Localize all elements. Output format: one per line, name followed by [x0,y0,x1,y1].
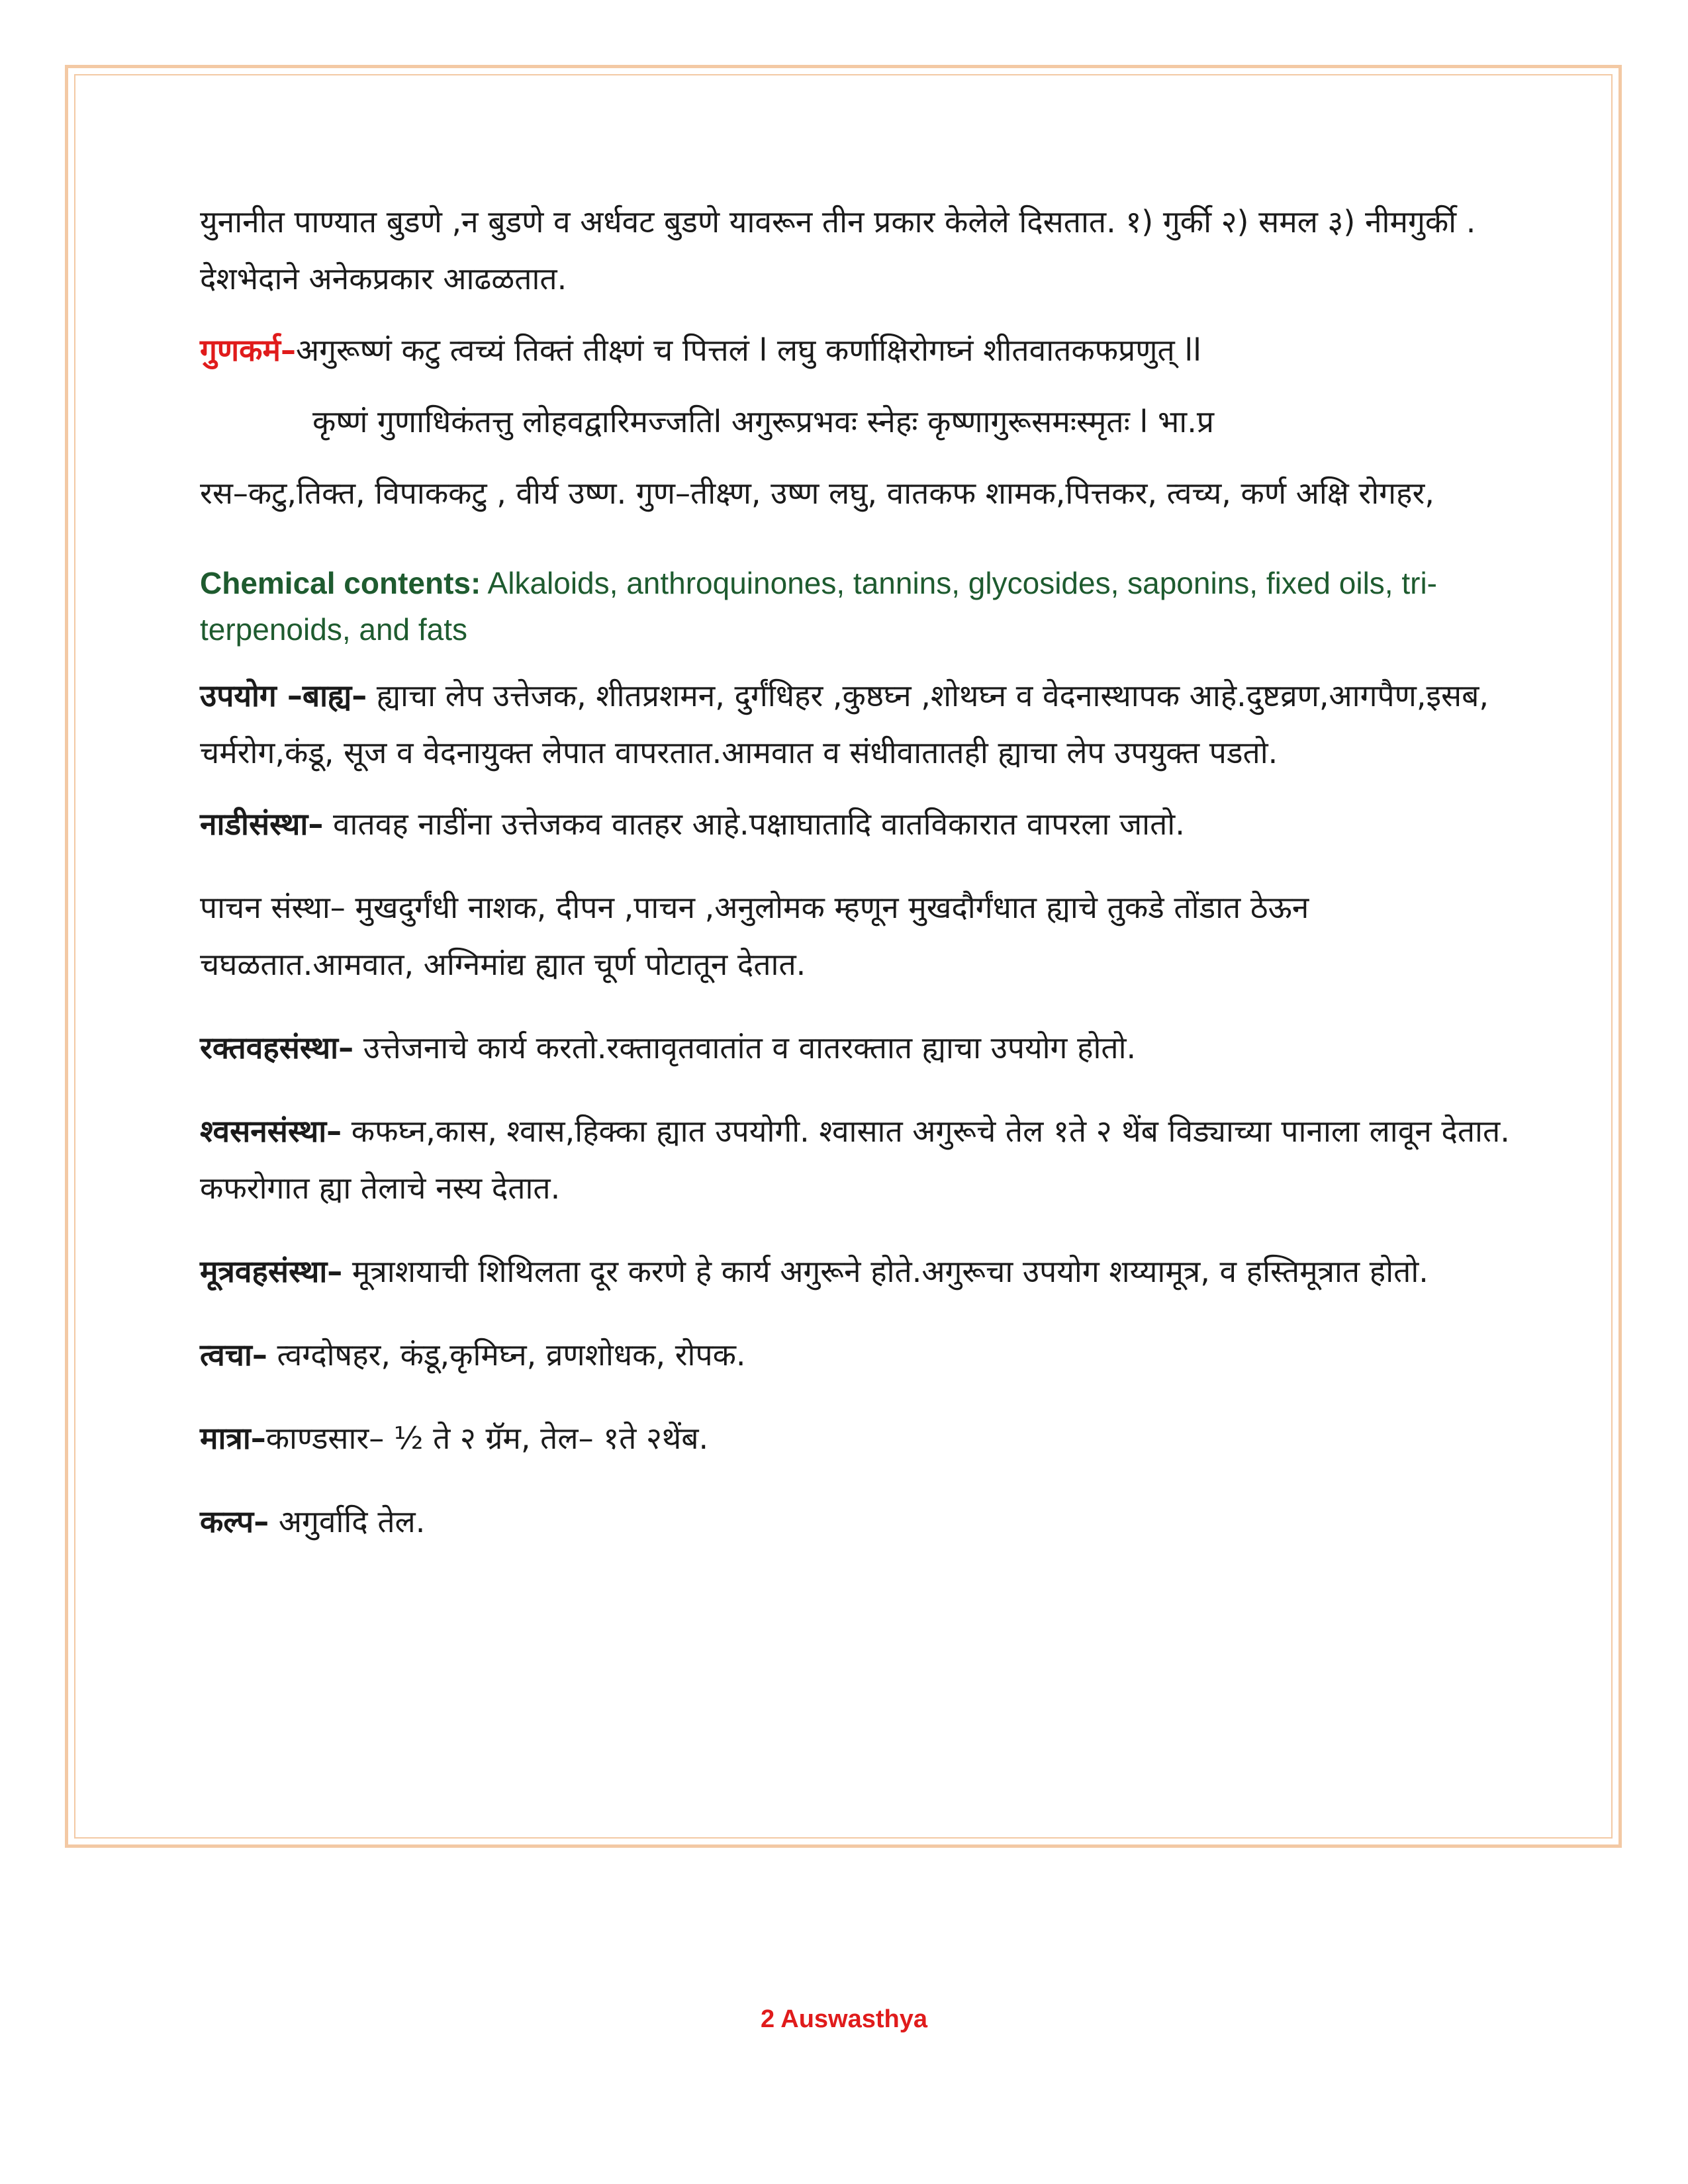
section-label: कल्प– [200,1504,269,1539]
section-tvacha [200,1326,1517,1383]
section-nadisanstha [200,796,1517,852]
section-matra [200,1410,1517,1467]
section-text: काण्डसार– ½ ते २ ग्रॅम, तेल– १ते २थेंब. [265,1420,709,1456]
section-label: मूत्रवहसंस्था– [200,1253,343,1289]
section-text: उत्तेजनाचे कार्य करतो.रक्तावृतवातांत व वातरक्तात ह्याचा उपयोग होतो. [353,1030,1137,1066]
section-upayog [200,667,1517,781]
gunakarma-label: गुणकर्म– [200,332,296,368]
section-label: त्वचा– [200,1337,267,1373]
section-label: रक्तवहसंस्था– [200,1030,354,1066]
chemical-contents [200,560,1517,653]
section-shvasanasanstha [200,1103,1517,1216]
section-raktavahasanstha [200,1019,1517,1076]
section-pachan-sanstha [200,879,1517,993]
section-text: त्वग्दोषहर, कंडू,कृमिघ्न, व्रणशोधक, रोपक. [267,1337,746,1373]
section-text: अगुर्वादि तेल. [269,1504,426,1539]
section-text: मुखदुर्गंधी नाशक, दीपन ,पाचन ,अनुलोमक म्हणून मुखदौर्गंधात ह्याचे तुकडे तोंडात ठेऊन चघळतात.आमवात, अग्निमांद्य ह्यात चूर्ण पोटातून देतात. [200,889,1309,982]
gunakarma-verse-2: कृष्णं गुणाधिकंतत्तु लोहवद्वारिमज्जतिl अगुरूप्रभवः स्नेहः कृष्णागुरूसमःस्मृतः l भा.प्र [312,404,1214,439]
section-label: उपयोग –बाह्य– [200,678,367,713]
section-label: मात्रा– [200,1420,266,1456]
section-kalpa [200,1493,1517,1550]
intro-paragraph: युनानीत पाण्यात बुडणे ,न बुडणे व अर्धवट बुडणे यावरून तीन प्रकार केलेले दिसतात. १) गुर्की २) समल ३) नीमगुर्की . देशभेदाने अनेकप्रकार आढळतात. [200,204,1476,296]
rasa-paragraph: रस–कटु,तिक्त, विपाककटु , वीर्य उष्ण. गुण–तीक्ष्ण, उष्ण लघु, वातकफ शामक,पित्तकर, त्वच्य, कर्ण अक्षि रोगहर, [200,475,1434,511]
section-text: कफघ्न,कास, श्वास,हिक्का ह्यात उपयोगी. श्वासात अगुरूचे तेल १ते २ थेंब विड्याच्या पानाला लावून देतात. कफरोगात ह्या तेलाचे नस्य देतात. [200,1113,1510,1206]
page-footer: 2 Auswasthya [760,2005,928,2033]
section-text: ह्याचा लेप उत्तेजक, शीतप्रशमन, दुर्गंधिहर ,कुष्ठघ्न ,शोथघ्न व वेदनास्थापक आहे.दुष्टव्रण,आगपैण,इसब, चर्मरोग,कंडू, सूज व वेदनायुक्त लेपात वापरतात.आमवात व संधीवातातही ह्याचा लेप उपयुक्त पडतो. [200,678,1489,770]
chemical-contents-text: Alkaloids, anthroquinones, tannins, glycosides, saponins, fixed oils, tri-terpenoids, and fats [200,566,1437,647]
section-label: पाचन संस्था– [200,889,346,925]
gunakarma-verse-1-text: अगुरूष्णं कटु त्वच्यं तिक्तं तीक्ष्णं च पित्तलं l लघु कर्णाक्षिरोगघ्नं शीतवातकफप्रणुत् ll [296,332,1201,368]
section-text: मूत्राशयाची शिथिलता दूर करणे हे कार्य अगुरूने होते.अगुरूचा उपयोग शय्यामूत्र, व हस्तिमूत्रात होतो. [342,1253,1429,1289]
section-text: वातवह नाडींना उत्तेजकव वातहर आहे.पक्षाघातादि वातविकारात वापरला जातो. [323,806,1185,842]
section-label: श्वसनसंस्था– [200,1113,342,1149]
chemical-contents-label: Chemical contents: [200,566,481,600]
gunakarma-verse-1 [200,322,1517,379]
section-mutravahasanstha [200,1243,1517,1300]
section-label: नाडीसंस्था– [200,806,324,842]
page-content [200,193,1517,1550]
